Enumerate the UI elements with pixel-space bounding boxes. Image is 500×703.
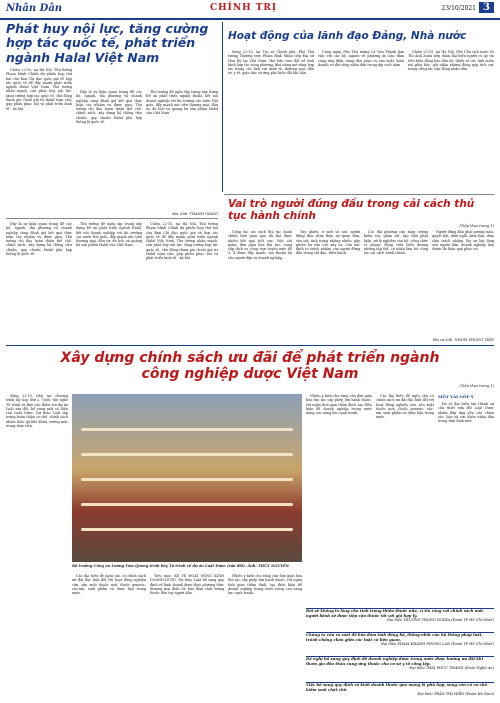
article1-continuation-text: Đây là sự kiện quan trọng để các bộ, ngành, địa phương và doanh nghiệp cùng đánh giá kết quả thực hiện các nhiệm vụ được giao. Thủ tướng chỉ đạo hoàn thiện thể chế, chính sách, xây dựng hệ thống tiêu chuẩn, quy chuẩn Halal phù hợp thông lệ quốc tế. xyxy=(6,222,72,257)
article1-byline: Bài, ảnh: THANH GIANG xyxy=(172,212,218,216)
article3-col2 xyxy=(296,230,360,342)
article4-continued: (Tiếp theo trang 1) xyxy=(459,384,494,388)
article4-col-mid2-text: Tiểu mục: KẾ VỀ HOẠT ĐỘNG KINH DOANH DƯỢC. Dự thảo Luật bổ sung quy định về kinh doanh dược theo phương thức thương mại điện tử, bảo đảm chất lượng thuốc đến tay người dân. xyxy=(150,574,224,596)
article2-col3-text: Chiều 22-10, tại Hà Nội, Phó Chủ tịch nước Võ Thị Ánh Xuân tiếp đoàn đại biểu người có uy tín tiêu biểu đồng bào dân tộc thiểu số các tỉnh miền núi phía bắc, ghi nhận những đóng góp tích cực trong công tác vận động nhân dân. xyxy=(408,50,494,72)
paper-name: Nhân Dân xyxy=(6,3,63,14)
article2-col2-text: Cùng ngày, Phó Thủ tướng Lê Văn Thành làm việc với các bộ, ngành về phương án bảo đảm cung ứng điện, xăng dầu phục vụ sản xuất, kinh doanh và đời sống nhân dân trong dịp cuối năm. xyxy=(318,50,404,67)
article4-col-mid3-text: Nhiều ý kiến cho rằng cần đơn giản hóa thủ tục cấp phép lưu hành thuốc, rút ngắn thời gian thẩm định, tạo điều kiện để doanh nghiệp trong nước nâng cao năng lực cạnh tranh. xyxy=(228,574,302,596)
article4-photo xyxy=(72,394,302,562)
article3-col1 xyxy=(228,230,292,342)
article1-col3 xyxy=(146,90,218,210)
article1-continuation-2 xyxy=(76,222,142,342)
article1-col2-text: Đây là sự kiện quan trọng để các bộ, ngành, địa phương và doanh nghiệp cùng đánh giá kết quả thực hiện các nhiệm vụ được giao. Thủ tướng chỉ đạo hoàn thiện thể chế, chính sách, xây dựng hệ thống tiêu chuẩn, quy chuẩn Halal phù hợp thông lệ quốc tế. xyxy=(76,90,142,125)
article3-col1-text: Công tác cải cách thủ tục hành chính thời gian qua đã đạt được nhiều kết quả tích cực. Việc cắt giảm, đơn giản hóa thủ tục, cung cấp dịch vụ công trực tuyến mức độ 3, 4 được đẩy mạnh, tạo thuận lợi cho người dân và doanh nghiệp. xyxy=(228,230,292,260)
quote-3-author: Đại biểu THÁI PHÚC THÀNH (Đoàn Nghệ An) xyxy=(409,666,494,671)
quote-box-1 xyxy=(306,608,494,623)
article4-col-right-text: Nhiều ý kiến cho rằng cần đơn giản hóa thủ tục cấp phép lưu hành thuốc, rút ngắn thời gian thẩm định, tạo điều kiện để doanh nghiệp trong nước nâng cao năng lực cạnh tranh. xyxy=(306,394,372,416)
article4-col-left-text: Sáng 22-10, tiếp tục chương trình Kỳ họp thứ 2, Quốc hội nghe Tờ trình và Báo cáo thẩm tra dự án Luật sửa đổi, bổ sung một số điều của Luật Dược. Dự thảo Luật tập trung hoàn thiện cơ chế, chính sách nhằm tháo gỡ khó khăn, vướng mắc trong thực tiễn. xyxy=(6,394,68,429)
article3-col3 xyxy=(364,230,428,342)
article4-col-right2 xyxy=(376,394,434,604)
article3-col4 xyxy=(432,230,494,338)
article3-col3-text: Các địa phương cần tăng cường kiểm tra, giám sát, kịp thời phát hiện, xử lý nghiêm cán bộ, công chức vi phạm, đồng thời biểu dương những tập thể, cá nhân làm tốt công tác cải cách hành chính. xyxy=(364,230,428,256)
quote-2-author: Đại biểu PHẠM KHÁNH PHONG LAN (Đoàn TP Hồ Chí Minh) xyxy=(381,642,494,647)
quote-4-author: Đại biểu TRẦN THỊ HIỀN (Đoàn Hà Nam) xyxy=(417,692,494,697)
article4-subhead: MỘT VÀI GÓP Ý xyxy=(438,394,474,399)
article1-col1-text: Chiều 22-10, tại Hà Nội, Thủ tướng Phạm Minh Chính dự phiên họp thứ hai của Ban Chỉ đạo quốc gia về hợp tác quốc tế để đẩy mạnh phát triển ngành Halal Việt Nam. Thủ tướng nhấn mạnh, cần phát huy nội lực, tăng cường hợp tác quốc tế, chủ động tham gia chuỗi giá trị Halal toàn cầu, góp phần phục hồi và phát triển kinh tế - xã hội. xyxy=(6,68,72,111)
article4-top-rule xyxy=(6,345,494,346)
quote-4-text: Việc bổ sung quy định về kinh doanh thuốc qua mạng là phù hợp, song cần có cơ chế kiểm soát chặt chẽ. xyxy=(306,682,487,692)
section-title: CHÍNH TRỊ xyxy=(210,3,278,13)
article4-col-mid2 xyxy=(150,574,224,698)
article4-col-right xyxy=(306,394,372,604)
article3-continued: (Tiếp theo trang 1) xyxy=(459,224,494,228)
quote-1-author: Đại biểu TRƯƠNG TRỌNG NGHĨA (Đoàn TP Hồ Chí Minh) xyxy=(387,618,494,623)
article3-headline: Vai trò người đứng đầu trong cải cách thủ tục hành chính xyxy=(228,198,475,223)
article1-headline: Phát huy nội lực, tăng cường hợp tác quốc tế, phát triển ngành Halal Việt Nam xyxy=(6,21,209,65)
article4-col-mid1-text: Các đại biểu đề nghị cần có chính sách ưu đãi đặc biệt đối với hoạt động nghiên cứu, sản xuất thuốc mới, thuốc generic, vắc-xin, sinh phẩm và dược liệu trong nước. xyxy=(72,574,146,596)
quote-3-text: Đề nghị bổ sung quy định để doanh nghiệp dược trong nước được hưởng ưu đãi khi tham gia đấu thầu cung ứng thuốc cho cơ sở y tế công lập. xyxy=(306,656,484,666)
masthead xyxy=(0,0,500,20)
article4-side-col xyxy=(438,402,494,604)
article1-col1 xyxy=(6,68,72,216)
article1-continuation-2-text: Thủ tướng đề nghị tập trung xây dựng Đề án phát triển ngành Halal, kết nối doanh nghiệp với thị trường các nước Hồi giáo, đẩy mạnh xúc tiến thương mại, đầu tư, du lịch và quảng bá sản phẩm Halal của Việt Nam. xyxy=(76,222,142,248)
issue-date: 23/10/2021 xyxy=(441,5,476,12)
article4-photo-caption: Bộ trưởng Công an Lương Tam Quang trình bày Tờ trình về dự án Luật Dược (sửa đổi). Ảnh: THỦY NGUYÊN xyxy=(72,564,290,568)
article3-byline: Bài và ảnh: NHÓM PHÓNG VIÊN xyxy=(432,338,494,342)
article2-col2 xyxy=(318,50,404,190)
article4-col-mid3 xyxy=(228,574,302,698)
article3-col2-text: Tuy nhiên, ở một số nơi, người đứng đầu chưa thực sự quan tâm, sâu sát; tình trạng nhũng nhiễu, gây phiền hà vẫn còn xảy ra. Cần xác định rõ trách nhiệm của người đứng đầu trong chỉ đạo, điều hành. xyxy=(296,230,360,256)
article1-continuation xyxy=(6,222,72,342)
article1-col2 xyxy=(76,90,142,216)
article2-col1-text: Sáng 22-10, tại Trụ sở Chính phủ, Phó Thủ tướng Thường trực Phạm Bình Minh tiếp Đại sứ Hoa Kỳ tại Việt Nam. Hai bên trao đổi về tình hình hợp tác song phương, khả năng mở rộng hợp tác trong các lĩnh vực kinh tế, thương mại, đầu tư, y tế, giáo dục và ứng phó biến đổi khí hậu. xyxy=(228,50,314,76)
article2-divider xyxy=(224,194,494,195)
quote-2-text: Chúng ta cần rà soát để bảo đảm tính đồng bộ, thống nhất của hệ thống pháp luật, tránh chồng chéo giữa các luật có liên quan. xyxy=(306,632,483,642)
article4-headline: Xây dựng chính sách ưu đãi để phát triển ngành công nghiệp dược Việt Nam xyxy=(60,350,440,383)
article3-col4-text: Người đứng đầu phải gương mẫu, quyết liệt, dám nghĩ, dám làm, dám chịu trách nhiệm, lấy sự hài lòng của người dân, doanh nghiệp làm thước đo hiệu quả phục vụ. xyxy=(432,230,494,252)
article2-headline: Hoạt động của lãnh đạo Đảng, Nhà nước xyxy=(228,30,467,42)
article4-col-left xyxy=(6,394,68,694)
article1-continuation-3 xyxy=(146,222,218,342)
article4-col-right2-text: Các đại biểu đề nghị cần có chính sách ưu đãi đặc biệt đối với hoạt động nghiên cứu, sản xuất thuốc mới, thuốc generic, vắc-xin, sinh phẩm và dược liệu trong nước. xyxy=(376,394,434,420)
quote-1-text: Bởi sẽ không lo lắng cho tình trạng thiếu thuốc nữa, vì tin rằng với chính sách mới, người bệnh sẽ được tiếp cận thuốc tốt với giá hợp lý. xyxy=(306,608,485,618)
article1-col3-text: Thủ tướng đề nghị tập trung xây dựng Đề án phát triển ngành Halal, kết nối doanh nghiệp với thị trường các nước Hồi giáo, đẩy mạnh xúc tiến thương mại, đầu tư, du lịch và quảng bá sản phẩm Halal của Việt Nam. xyxy=(146,90,218,116)
article4-col-mid1 xyxy=(72,574,146,698)
quote-box-3 xyxy=(306,656,494,671)
page-number: 3 xyxy=(479,2,494,13)
article4-side-col-text: Đa số đại biểu tán thành sự cần thiết sửa đổi Luật Dược nhằm đáp ứng yêu cầu chăm sóc, bảo vệ sức khỏe nhân dân trong tình hình mới. xyxy=(438,402,494,424)
quote-box-4 xyxy=(306,682,494,697)
article1-divider xyxy=(6,218,218,219)
article1-continuation-3-text: Chiều 22-10, tại Hà Nội, Thủ tướng Phạm Minh Chính dự phiên họp thứ hai của Ban Chỉ đạo quốc gia về hợp tác quốc tế để đẩy mạnh phát triển ngành Halal Việt Nam. Thủ tướng nhấn mạnh, cần phát huy nội lực, tăng cường hợp tác quốc tế, chủ động tham gia chuỗi giá trị Halal toàn cầu, góp phần phục hồi và phát triển kinh tế - xã hội. xyxy=(146,222,218,261)
article2-vertical-rule xyxy=(222,22,223,192)
article2-col1 xyxy=(228,50,314,190)
article2-col3 xyxy=(408,50,494,190)
quote-box-2 xyxy=(306,632,494,647)
